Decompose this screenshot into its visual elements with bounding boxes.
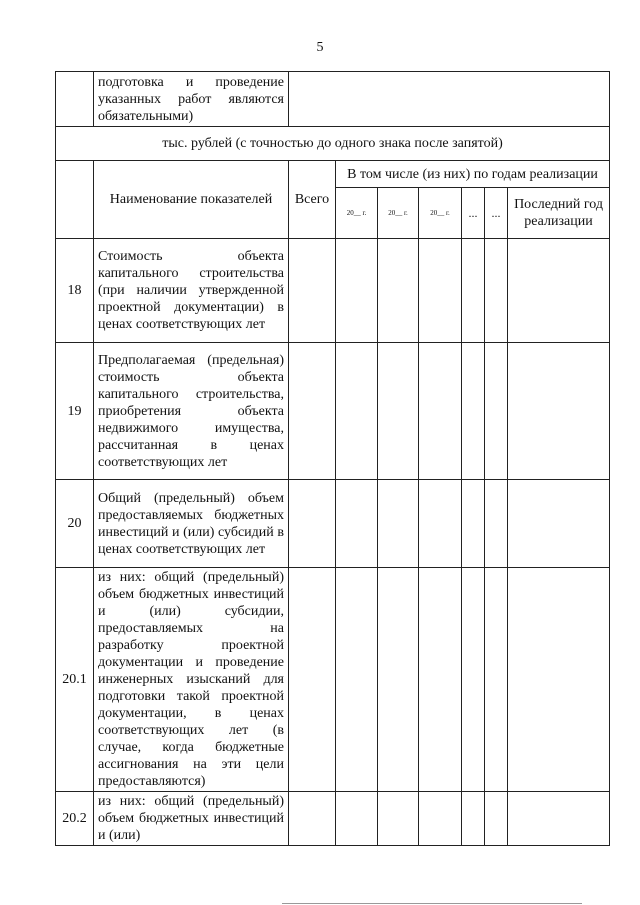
row-indicator-text: Общий (предельный) объем предоставляемых бюджетных инвестиций и (или) субсидий в ценах соответствующих лет bbox=[94, 480, 289, 568]
continuation-num-cell bbox=[56, 72, 94, 127]
unit-note: тыс. рублей (с точностью до одного знака после запятой) bbox=[56, 127, 610, 161]
continuation-text: подготовка и проведение указанных работ являются обязательными) bbox=[94, 72, 289, 127]
header-total: Всего bbox=[289, 161, 336, 239]
indicators-table bbox=[55, 71, 610, 846]
row-indicator-text: из них: общий (предельный) объем бюджетных инвестиций и (или) bbox=[94, 792, 289, 846]
header-num-cell bbox=[56, 161, 94, 239]
header-year-2: 20__ г. bbox=[378, 188, 419, 239]
header-year-1: 20__ г. bbox=[336, 188, 378, 239]
table-row bbox=[56, 792, 610, 846]
table-row bbox=[56, 568, 610, 792]
header-dots-2: ... bbox=[485, 188, 508, 239]
row-indicator-text: из них: общий (предельный) объем бюджетных инвестиций и (или) субсидии, предоставляемых на разработку проектной документации и проведение инженерных изысканий для подготовки такой проектной документации, в ценах соответствующих лет (в случае, когда бюджетные ассигнования на эти цели предоставляются) bbox=[94, 568, 289, 792]
row-number: 20.1 bbox=[56, 568, 94, 792]
header-indicator-name: Наименование показателей bbox=[94, 161, 289, 239]
continuation-row bbox=[56, 72, 610, 127]
header-last-year: Последний год реализации bbox=[508, 188, 610, 239]
row-number: 20 bbox=[56, 480, 94, 568]
row-indicator-text: Предполагаемая (предельная) стоимость объекта капитального строительства, приобретения объекта недвижимого имущества, рассчитанная в ценах соответствующих лет bbox=[94, 343, 289, 480]
bottom-rule bbox=[282, 903, 582, 904]
table-row bbox=[56, 343, 610, 480]
row-number: 18 bbox=[56, 239, 94, 343]
continuation-values-cell bbox=[289, 72, 610, 127]
header-row-1 bbox=[56, 161, 610, 188]
header-dots-1: ... bbox=[462, 188, 485, 239]
unit-row bbox=[56, 127, 610, 161]
header-year-3: 20__ г. bbox=[419, 188, 462, 239]
table-row bbox=[56, 480, 610, 568]
row-indicator-text: Стоимость объекта капитального строительства (при наличии утвержденной проектной документации) в ценах соответствующих лет bbox=[94, 239, 289, 343]
row-number: 19 bbox=[56, 343, 94, 480]
header-years-group: В том числе (из них) по годам реализации bbox=[336, 161, 610, 188]
row-number: 20.2 bbox=[56, 792, 94, 846]
table-row bbox=[56, 239, 610, 343]
page-number: 5 bbox=[316, 40, 324, 55]
